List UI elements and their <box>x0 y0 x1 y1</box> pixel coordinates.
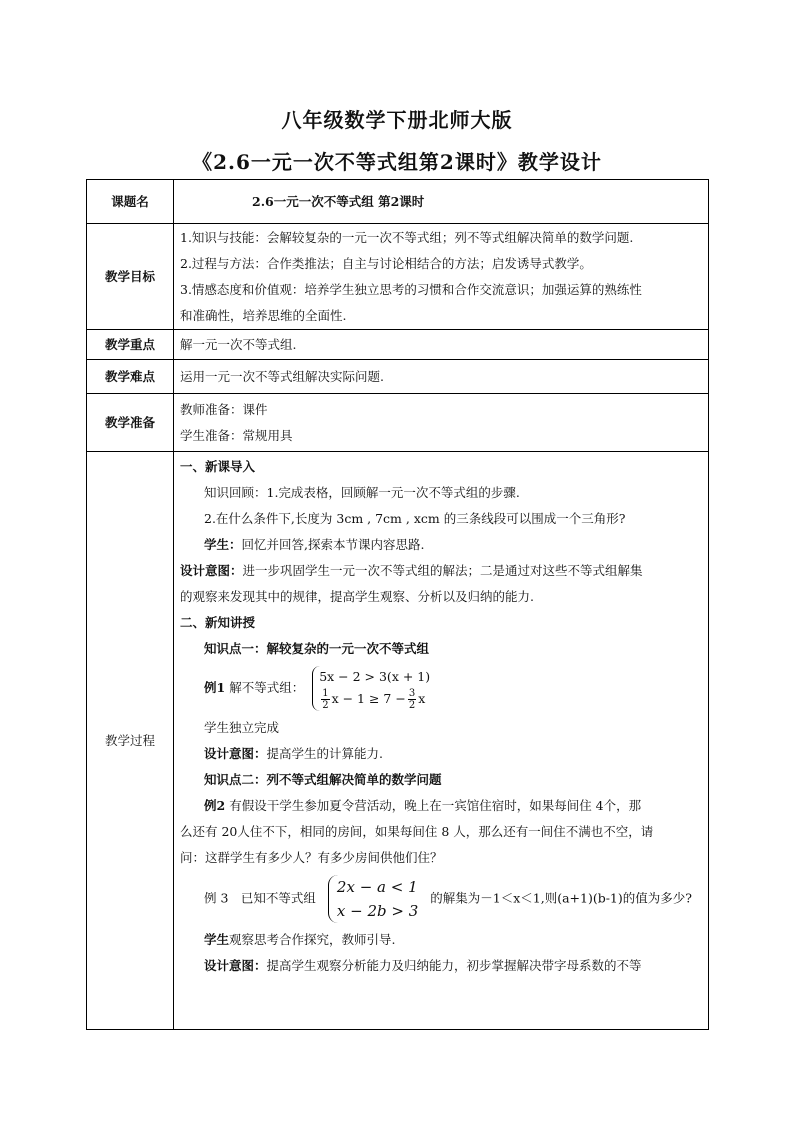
objectives-value <box>174 224 709 330</box>
teacher-prep: 教师准备：课件 <box>180 401 268 417</box>
topic-value: 2.6一元一次不等式组 第2课时 <box>174 180 709 224</box>
inequality-system-1 <box>312 666 430 711</box>
ex1-inequality-1: 5x − 2 > 3(x + 1) <box>319 669 431 684</box>
preparation-label: 教学准备 <box>87 394 174 452</box>
process-label: 教学过程 <box>87 452 174 1030</box>
ex3-inequality-2: x − 2b > 3 <box>336 902 419 920</box>
student-prep: 学生准备：常规用具 <box>180 427 293 443</box>
row-preparation <box>87 394 709 452</box>
objective-line: 3.情感态度和价值观：培养学生独立思考的习惯和合作交流意识；加强运算的熟练性 <box>180 281 642 297</box>
student-activity-3: 学生观察思考合作探究，教师引导. <box>204 932 396 947</box>
example-1: 例1 解不等式组： 5x − 2 > 3(x + 1) $\frac{1}{2}$ x − 1 ≥ 7 − $\frac{3}{2}$ x <box>180 666 702 711</box>
example-3: 例 3 已知不等式组 2x − a < 1 x − 2b > 3 的解集为－1＜x＜1,则(a+1)(b-1)的值为多少? <box>180 875 702 923</box>
document-title-line2: 《2.6一元一次不等式组第2课时》教学设计 <box>192 150 602 174</box>
row-key-point <box>87 330 709 360</box>
objectives-label: 教学目标 <box>87 224 174 330</box>
key-point-value: 解一元一次不等式组. <box>174 330 709 360</box>
row-process <box>87 452 709 1030</box>
lesson-plan-table <box>86 179 709 1030</box>
document-title-line1: 八年级数学下册北师大版 <box>281 108 513 132</box>
review-line-1: 知识回顾：1.完成表格，回顾解一元一次不等式组的步骤. <box>204 485 520 500</box>
example-2-line-2: 么还有 20人住不下，相同的房间，如果每间住 8 人，那么还有一间住不满也不空，请 <box>180 824 654 839</box>
difficulty-value: 运用一元一次不等式组解决实际问题. <box>174 360 709 394</box>
design-intent-1-cont: 的观察来发现其中的规律，提高学生观察、分析以及归纳的能力. <box>180 589 534 604</box>
knowledge-point-1: 知识点一：解较复杂的一元一次不等式组 <box>204 641 430 656</box>
example-2-line-3: 问：这群学生有多少人？有多少房间供他们住？ <box>180 850 443 865</box>
student-activity-2: 学生独立完成 <box>204 720 280 735</box>
row-objectives <box>87 224 709 330</box>
design-intent-1: 设计意图：进一步巩固学生一元一次不等式组的解法；二是通过对这些不等式组解集 <box>180 563 643 578</box>
ex3-inequality-1: 2x − a < 1 <box>336 878 418 896</box>
objective-line: 和准确性，培养思维的全面性. <box>180 307 347 323</box>
key-point-label: 教学重点 <box>87 330 174 360</box>
topic-label: 课题名 <box>87 180 174 224</box>
inequality-system-3 <box>328 875 418 923</box>
design-intent-2: 设计意图：提高学生的计算能力. <box>204 746 383 761</box>
fraction-three-halves: $\frac{3}{2}$ <box>408 688 416 711</box>
fraction-half: $\frac{1}{2}$ <box>322 688 329 711</box>
preparation-value <box>174 394 709 452</box>
student-activity-1: 学生：回忆并回答,探索本节课内容思路. <box>204 537 425 552</box>
row-difficulty <box>87 360 709 394</box>
section-intro-heading: 一、新课导入 <box>180 459 256 474</box>
review-line-2: 2.在什么条件下,长度为 3cm , 7cm , xcm 的三条线段可以围成一个三角形? <box>204 511 626 526</box>
difficulty-label: 教学难点 <box>87 360 174 394</box>
row-topic <box>87 180 709 224</box>
objective-line: 1.知识与技能：会解较复杂的一元一次不等式组；列不等式组解决简单的数学问题. <box>180 229 634 245</box>
objective-line: 2.过程与方法：合作类推法；自主与讨论相结合的方法；启发诱导式教学。 <box>180 255 592 271</box>
design-intent-3: 设计意图：提高学生观察分析能力及归纳能力，初步掌握解决带字母系数的不等 <box>204 958 642 973</box>
section-new-knowledge-heading: 二、新知讲授 <box>180 615 256 630</box>
process-content <box>174 452 709 1030</box>
knowledge-point-2: 知识点二：列不等式组解决简单的数学问题 <box>204 772 442 787</box>
ex1-inequality-2: $\frac{1}{2}$ x − 1 ≥ 7 − $\frac{3}{2}$ x <box>322 688 426 711</box>
example-2-line-1: 例2 有假设干学生参加夏令营活动，晚上在一宾馆住宿时，如果每间住 4个，那 <box>204 798 642 813</box>
